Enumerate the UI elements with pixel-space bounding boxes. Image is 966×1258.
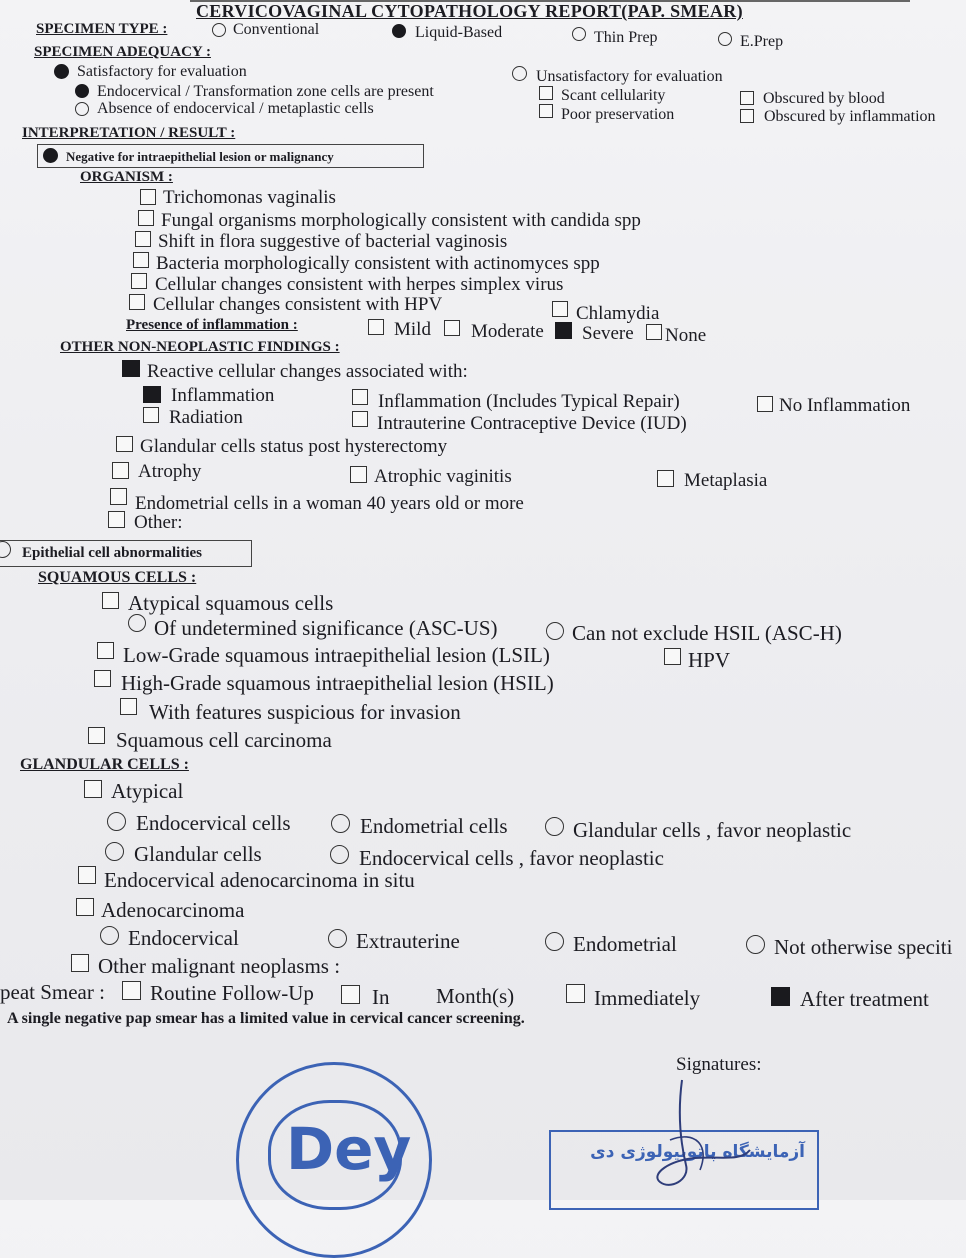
after-treatment-label: After treatment — [800, 987, 929, 1011]
glandular-cells-radio[interactable] — [105, 842, 124, 861]
report-title: CERVICOVAGINAL CYTOPATHOLOGY REPORT(PAP. SMEAR) — [196, 1, 743, 21]
herpes-checkbox[interactable] — [131, 273, 147, 289]
actinomyces-label: Bacteria morphologically consistent with actinomyces spp — [156, 253, 600, 274]
organism-label: ORGANISM : — [80, 169, 173, 185]
atypical-checkbox[interactable] — [84, 780, 102, 798]
immediately-checkbox[interactable] — [566, 984, 585, 1003]
endometrial-40-label: Endometrial cells in a woman 40 years old or more — [135, 493, 524, 514]
no-inflammation-checkbox[interactable] — [757, 396, 773, 412]
scant-label: Scant cellularity — [561, 87, 666, 104]
glandular-cells-label: Glandular cells — [134, 842, 262, 866]
invasion-label: With features suspicious for invasion — [149, 700, 461, 724]
inflammation-presence-label: Presence of inflammation : — [126, 317, 298, 333]
specimen-type-label: SPECIMEN TYPE : — [36, 21, 168, 37]
interpretation-label: INTERPRETATION / RESULT : — [22, 125, 236, 141]
glandular-post-checkbox[interactable] — [116, 436, 133, 452]
trichomonas-label: Trichomonas vaginalis — [163, 187, 336, 208]
moderate-label: Moderate — [471, 321, 544, 342]
atrophic-vaginitis-checkbox[interactable] — [350, 466, 367, 483]
obscured-inflammation-checkbox[interactable] — [740, 109, 754, 123]
endocervical-present-radio[interactable] — [75, 84, 89, 98]
specimen-thinprep-label: Thin Prep — [594, 29, 658, 46]
unsatisfactory-label: Unsatisfactory for evaluation — [536, 68, 723, 85]
squamous-label: SQUAMOUS CELLS : — [38, 569, 197, 586]
endocervical-cells-label: Endocervical cells — [136, 811, 291, 835]
in-label: In — [372, 985, 390, 1009]
endometrial-label: Endometrial — [573, 932, 677, 956]
chlamydia-checkbox[interactable] — [552, 301, 568, 317]
atypical-squamous-label: Atypical squamous cells — [128, 591, 334, 615]
scant-checkbox[interactable] — [539, 86, 553, 100]
epithelial-label: Epithelial cell abnormalities — [22, 545, 202, 561]
adenocarcinoma-checkbox[interactable] — [76, 898, 94, 916]
metaplasia-label: Metaplasia — [684, 470, 768, 491]
candida-label: Fungal organisms morphologically consistent with candida spp — [161, 210, 641, 231]
specimen-conventional-radio[interactable] — [212, 23, 226, 37]
mild-checkbox[interactable] — [368, 319, 384, 335]
no-inflammation-label: No Inflammation — [779, 395, 911, 416]
glandular-post-label: Glandular cells status post hysterectomy — [140, 436, 448, 457]
candida-checkbox[interactable] — [138, 210, 154, 226]
atypical-label: Atypical — [111, 779, 184, 803]
stamp-logo-text: Dey — [286, 1115, 412, 1183]
negative-radio[interactable] — [43, 148, 58, 163]
atypical-squamous-checkbox[interactable] — [102, 592, 119, 609]
specimen-conventional-label: Conventional — [233, 21, 320, 38]
nos-radio[interactable] — [746, 935, 765, 954]
satisfactory-label: Satisfactory for evaluation — [77, 63, 247, 80]
endocervical-present-label: Endocervical / Transformation zone cells are present — [97, 83, 434, 100]
hpv-label: HPV — [688, 648, 731, 672]
asc-h-label: Can not exclude HSIL (ASC-H) — [572, 621, 842, 645]
glandular-label: GLANDULAR CELLS : — [20, 756, 189, 773]
hsil-label: High-Grade squamous intraepithelial lesion (HSIL) — [121, 671, 554, 695]
other-findings-label: OTHER NON-NEOPLASTIC FINDINGS : — [60, 339, 340, 355]
endometrial-cells-label: Endometrial cells — [360, 814, 508, 838]
bacterial-vaginosis-label: Shift in flora suggestive of bacterial vaginosis — [158, 231, 508, 252]
other-malignant-label: Other malignant neoplasms : — [98, 954, 341, 978]
hpv-checkbox[interactable] — [664, 648, 681, 665]
lsil-checkbox[interactable] — [97, 642, 114, 659]
atrophy-checkbox[interactable] — [112, 462, 129, 479]
other-malignant-checkbox[interactable] — [71, 954, 89, 972]
bacterial-vaginosis-checkbox[interactable] — [135, 231, 151, 247]
chlamydia-label: Chlamydia — [576, 303, 660, 324]
radiation-label: Radiation — [169, 407, 243, 428]
radiation-checkbox[interactable] — [143, 407, 159, 423]
glandular-neoplastic-label: Glandular cells , favor neoplastic — [573, 818, 852, 842]
specimen-liquid-label: Liquid-Based — [415, 24, 503, 41]
asc-h-radio[interactable] — [546, 622, 564, 640]
satisfactory-radio[interactable] — [54, 64, 69, 79]
poor-preservation-label: Poor preservation — [561, 106, 675, 123]
months-label: Month(s) — [436, 984, 515, 1008]
endocervical-cells-radio[interactable] — [107, 812, 126, 831]
actinomyces-checkbox[interactable] — [133, 252, 149, 268]
herpes-label: Cellular changes consistent with herpes simplex virus — [155, 274, 564, 295]
endocervical-neoplastic-label: Endocervical cells , favor neoplastic — [359, 846, 664, 870]
specimen-adequacy-label: SPECIMEN ADEQUACY : — [34, 44, 211, 60]
negative-label: Negative for intraepithelial lesion or malignancy — [66, 149, 334, 164]
iud-checkbox[interactable] — [352, 411, 368, 427]
glandular-neoplastic-radio[interactable] — [545, 817, 564, 836]
ais-label: Endocervical adenocarcinoma in situ — [104, 868, 415, 892]
specimen-eprep-radio[interactable] — [718, 32, 732, 46]
asc-us-label: Of undetermined significance (ASC-US) — [154, 616, 498, 640]
atrophy-label: Atrophy — [138, 461, 202, 482]
routine-checkbox[interactable] — [122, 981, 141, 1000]
after-treatment-checkbox[interactable] — [771, 987, 790, 1006]
seal-text: آزمایشگاه پاتوبیولوژی دی — [590, 1142, 805, 1162]
immediately-label: Immediately — [594, 986, 701, 1010]
adenocarcinoma-label: Adenocarcinoma — [101, 898, 245, 922]
hpv-changes-label: Cellular changes consistent with HPV — [153, 294, 443, 315]
severe-label: Severe — [582, 323, 634, 344]
signatures-label: Signatures: — [676, 1054, 762, 1075]
specimen-liquid-radio[interactable] — [392, 24, 406, 38]
iud-label: Intrauterine Contraceptive Device (IUD) — [377, 413, 687, 434]
obscured-inflammation-label: Obscured by inflammation — [764, 108, 936, 125]
ais-checkbox[interactable] — [78, 866, 96, 884]
endocervical-neoplastic-radio[interactable] — [330, 845, 349, 864]
hpv-changes-checkbox[interactable] — [129, 294, 145, 310]
metaplasia-checkbox[interactable] — [657, 470, 674, 487]
inflammation-repair-label: Inflammation (Includes Typical Repair) — [378, 391, 680, 412]
inflammation-label: Inflammation — [171, 385, 275, 406]
endocervical-absent-label: Absence of endocervical / metaplastic cells — [97, 100, 374, 117]
extrauterine-radio[interactable] — [328, 929, 347, 948]
extrauterine-label: Extrauterine — [356, 929, 460, 953]
scc-checkbox[interactable] — [88, 727, 105, 744]
unsatisfactory-radio[interactable] — [512, 66, 527, 81]
signature-scribble — [600, 1070, 800, 1200]
endocervical-radio[interactable] — [100, 926, 119, 945]
endometrial-40-checkbox[interactable] — [110, 488, 127, 505]
inflammation-checkbox[interactable] — [143, 386, 161, 403]
obscured-blood-label: Obscured by blood — [763, 90, 885, 107]
endometrial-cells-radio[interactable] — [331, 814, 350, 833]
hsil-checkbox[interactable] — [94, 670, 111, 687]
endometrial-radio[interactable] — [545, 932, 564, 951]
inflammation-repair-checkbox[interactable] — [352, 389, 368, 405]
severe-checkbox[interactable] — [555, 322, 572, 339]
repeat-smear-label: peat Smear : — [0, 980, 105, 1004]
scc-label: Squamous cell carcinoma — [116, 728, 332, 752]
endocervical-label: Endocervical — [128, 926, 239, 950]
invasion-checkbox[interactable] — [120, 698, 137, 715]
asc-us-radio[interactable] — [128, 614, 146, 632]
other-label: Other: — [134, 512, 183, 533]
routine-label: Routine Follow-Up — [150, 981, 314, 1005]
specimen-eprep-label: E.Prep — [740, 33, 784, 50]
screening-note: A single negative pap smear has a limited value in cervical cancer screening. — [7, 1010, 525, 1027]
endocervical-absent-radio[interactable] — [75, 102, 89, 116]
none-label: None — [665, 325, 707, 346]
nos-label: Not otherwise speciti — [774, 935, 953, 959]
other-checkbox[interactable] — [108, 511, 125, 528]
moderate-checkbox[interactable] — [444, 320, 460, 336]
lsil-label: Low-Grade squamous intraepithelial lesion (LSIL) — [123, 643, 550, 667]
poor-preservation-checkbox[interactable] — [539, 104, 553, 118]
in-checkbox[interactable] — [341, 985, 360, 1004]
obscured-blood-checkbox[interactable] — [740, 91, 754, 105]
reactive-checkbox[interactable] — [122, 360, 140, 377]
trichomonas-checkbox[interactable] — [140, 189, 156, 205]
none-checkbox[interactable] — [646, 324, 662, 340]
mild-label: Mild — [394, 319, 431, 340]
atrophic-vaginitis-label: Atrophic vaginitis — [374, 466, 512, 487]
reactive-label: Reactive cellular changes associated with: — [147, 361, 468, 382]
specimen-thinprep-radio[interactable] — [572, 27, 586, 41]
